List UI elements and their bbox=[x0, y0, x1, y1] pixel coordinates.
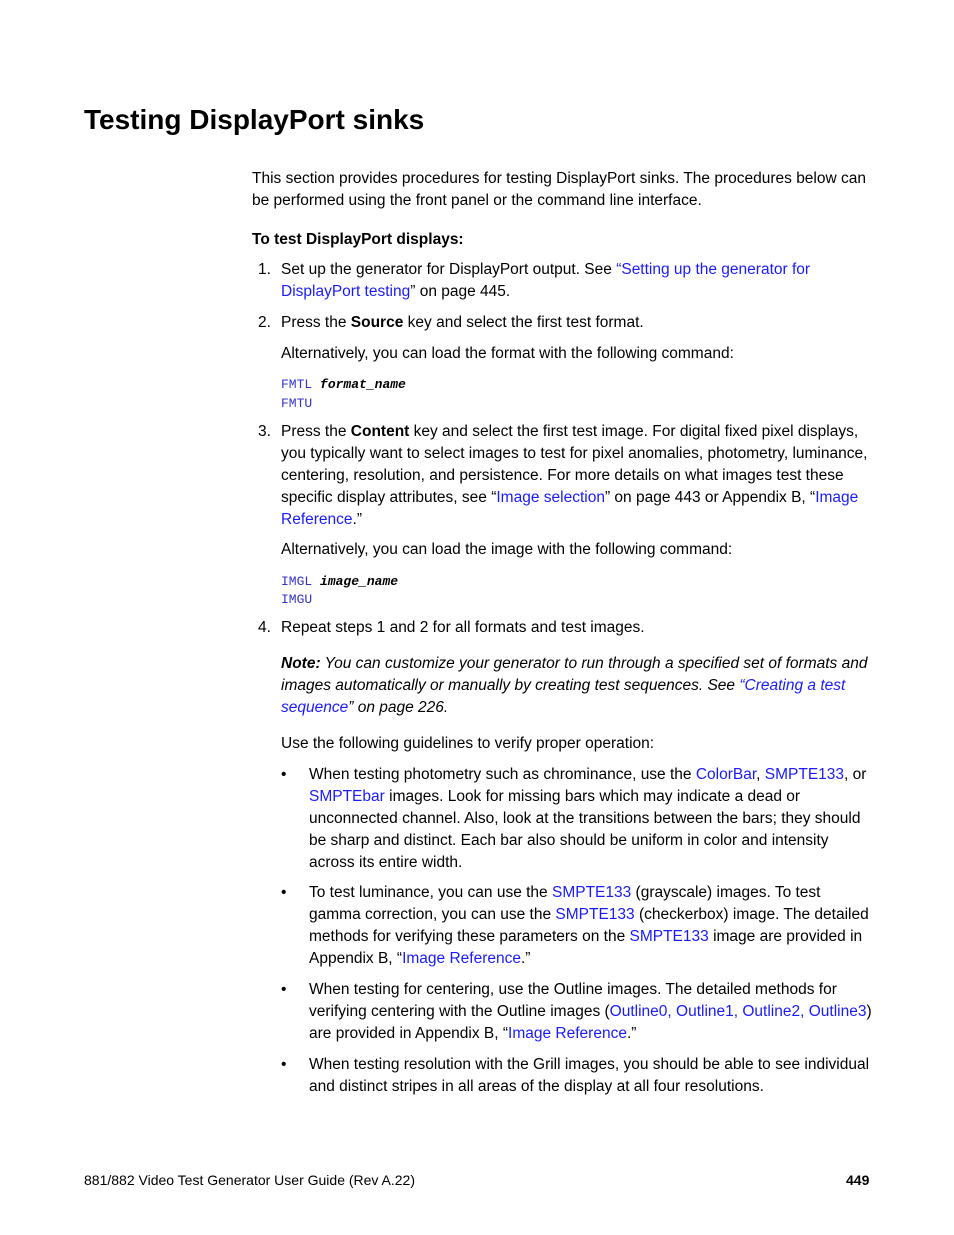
image-selection-link[interactable]: Image selection bbox=[496, 489, 605, 506]
note-paragraph: Note: You can customize your generator to run through a specified set of formats and images automatically or manually by creating test sequences. See “Creating a test sequence” on page 226. bbox=[281, 655, 868, 716]
bullet-mark: • bbox=[281, 981, 287, 998]
command-argument: format_name bbox=[320, 377, 406, 392]
step-3-alt-text: Alternatively, you can load the image with the following command: bbox=[281, 541, 733, 558]
bullet-photometry: When testing photometry such as chrominance, use the ColorBar, SMPTE133, or SMPTEbar images. Look for missing bars which may indicate a dead or unconnected channel. Also, look at the transitions between the bars; they should be sharp and distinct. Each bar also should be uniform in color and intensity across its entire width. bbox=[309, 766, 867, 871]
step-number: 4. bbox=[258, 619, 271, 636]
command-line bbox=[281, 573, 398, 591]
bullet-mark: • bbox=[281, 1056, 287, 1073]
command-argument: image_name bbox=[320, 574, 399, 589]
image-reference-link[interactable]: Image Reference bbox=[402, 950, 521, 967]
command-line bbox=[281, 591, 312, 609]
command-keyword: IMGL bbox=[281, 574, 313, 589]
guideline-intro: Use the following guidelines to verify proper operation: bbox=[281, 735, 655, 752]
image-reference-link[interactable]: Image Reference bbox=[508, 1025, 627, 1042]
outline-images-link[interactable]: Outline0, Outline1, Outline2, Outline3 bbox=[609, 1003, 867, 1020]
bullet-luminance: To test luminance, you can use the SMPTE133 (grayscale) images. To test gamma correction, you can use the SMPTE133 (checkerbox) image. The detailed methods for verifying these parameters on the SMPTE133 image are provided in Appendix B, “Image Reference.” bbox=[309, 884, 869, 967]
smpte133-link[interactable]: SMPTE133 bbox=[551, 884, 632, 901]
setup-generator-link[interactable]: “Setting up the generator for DisplayPort testing bbox=[281, 261, 811, 300]
page-title: Testing DisplayPort sinks bbox=[84, 104, 425, 135]
step-number: 2. bbox=[258, 314, 271, 331]
command-keyword: IMGU bbox=[281, 592, 313, 607]
command-keyword: FMTL bbox=[281, 377, 313, 392]
command-line bbox=[281, 395, 312, 413]
smpte133-link[interactable]: SMPTE133 bbox=[764, 766, 845, 783]
page-number: 449 bbox=[846, 1172, 870, 1188]
footer-title: 881/882 Video Test Generator User Guide (Rev A.22) bbox=[84, 1172, 416, 1188]
bullet-resolution: When testing resolution with the Grill images, you should be able to see individual and distinct stripes in all areas of the display at all four resolutions. bbox=[309, 1056, 870, 1095]
step-3-text: Press the Content key and select the first test image. For digital fixed pixel displays, you typically want to select images to test for pixel anomalies, photometry, luminance, centering, resolution, and persistence. For more details on what images test these specific display attributes, see “Image selection” on page 443 or Appendix B, “Image Reference.” bbox=[281, 423, 868, 528]
image-reference-link[interactable]: Image Reference bbox=[281, 489, 859, 528]
step-number: 3. bbox=[258, 423, 271, 440]
note-label: Note: bbox=[281, 655, 321, 672]
smpte133-link[interactable]: SMPTE133 bbox=[629, 928, 709, 945]
step-2-text: Press the Source key and select the first test format. bbox=[281, 314, 644, 331]
procedure-heading: To test DisplayPort displays: bbox=[252, 231, 464, 248]
step-1-text: Set up the generator for DisplayPort output. See “Setting up the generator for DisplayPort testing” on page 445. bbox=[281, 261, 811, 300]
bullet-mark: • bbox=[281, 884, 287, 901]
step-number: 1. bbox=[258, 261, 271, 278]
smptebar-link[interactable]: SMPTEbar bbox=[309, 788, 385, 805]
command-keyword: FMTU bbox=[281, 396, 313, 411]
step-2-alt-text: Alternatively, you can load the format with the following command: bbox=[281, 345, 734, 362]
command-line bbox=[281, 376, 406, 394]
bullet-mark: • bbox=[281, 766, 287, 783]
creating-test-sequence-link[interactable]: “Creating a test sequence bbox=[281, 677, 846, 716]
bullet-centering: When testing for centering, use the Outline images. The detailed methods for verifying centering with the Outline images (Outline0, Outline1, Outline2, Outline3) are provided in Appendix B, “Image Reference.” bbox=[309, 981, 872, 1042]
step-4-text: Repeat steps 1 and 2 for all formats and test images. bbox=[281, 619, 645, 636]
smpte133-link[interactable]: SMPTE133 bbox=[555, 906, 635, 923]
intro-paragraph: This section provides procedures for testing DisplayPort sinks. The procedures below can be performed using the front panel or the command line interface. bbox=[252, 170, 866, 209]
colorbar-link[interactable]: ColorBar bbox=[695, 766, 757, 783]
